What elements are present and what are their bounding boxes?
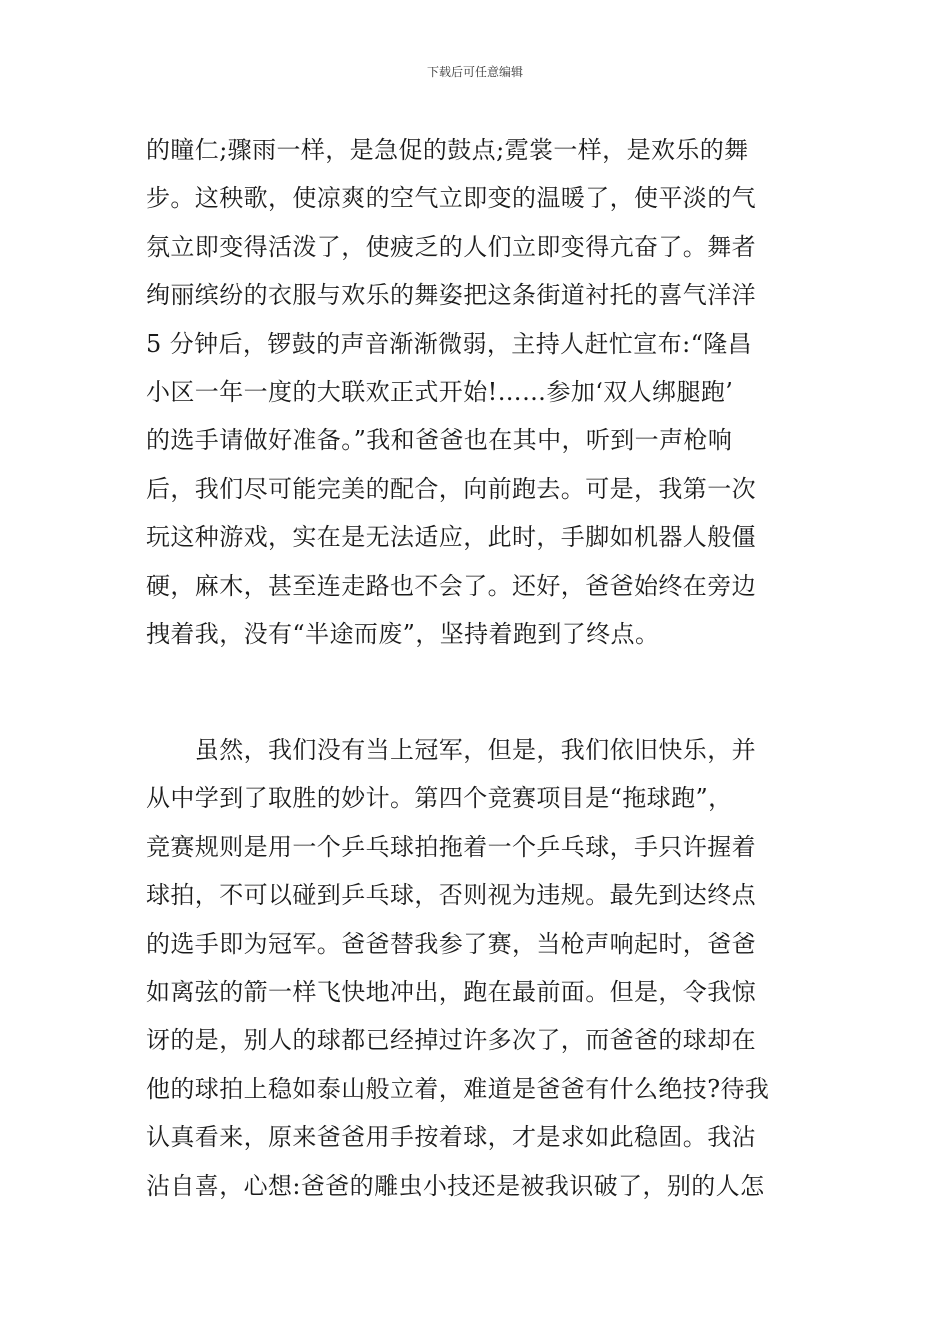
text-line: 5 分钟后，锣鼓的声音渐渐微弱，主持人赶忙宣布:“隆昌 (146, 329, 753, 358)
text-line: 后，我们尽可能完美的配合，向前跑去。可是，我第一次 (146, 474, 756, 503)
page-header: 下载后可任意编辑 (426, 65, 523, 79)
text-line: 讶的是，别人的球都已经掉过许多次了，而爸爸的球却在 (146, 1026, 756, 1055)
text-line: 从中学到了取胜的妙计。第四个竞赛项目是“拖球跑”， (146, 784, 733, 813)
text-line: 虽然，我们没有当上冠军，但是，我们依旧快乐，并 (146, 736, 756, 764)
text-line: 拽着我，没有“半途而废”，坚持着跑到了终点。 (146, 619, 660, 648)
paragraph-2 (146, 726, 806, 1210)
text-line: 他的球拍上稳如泰山般立着，难道是爸爸有什么绝技?待我 (146, 1074, 770, 1103)
text-line: 步。这秧歌，使凉爽的空气立即变的温暖了，使平淡的气 (146, 184, 756, 213)
text-line: 玩这种游戏，实在是无法适应，此时，手脚如机器人般僵 (146, 523, 756, 552)
text-line: 沾自喜，心想:爸爸的雕虫小技还是被我识破了，别的人怎 (146, 1171, 765, 1200)
text-line: 球拍，不可以碰到乒乓球，否则视为违规。最先到达终点 (146, 881, 756, 910)
text-line: 小区一年一度的大联欢正式开始!……参加‘双人绑腿跑’ (146, 377, 734, 406)
text-line: 硬，麻木，甚至连走路也不会了。还好，爸爸始终在旁边 (146, 571, 756, 600)
text-line: 的选手即为冠军。爸爸替我参了赛，当枪声响起时，爸爸 (146, 929, 756, 958)
paragraph-1 (146, 126, 806, 658)
text-line: 氛立即变得活泼了，使疲乏的人们立即变得亢奋了。舞者 (146, 232, 756, 261)
text-line: 的瞳仁;骤雨一样，是急促的鼓点;霓裳一样，是欢乐的舞 (146, 136, 749, 164)
text-line: 认真看来，原来爸爸用手按着球，才是求如此稳固。我沾 (146, 1123, 756, 1152)
text-line: 的选手请做好准备。”我和爸爸也在其中，听到一声枪响 (146, 426, 733, 455)
text-line: 竞赛规则是用一个乒乓球拍拖着一个乒乓球，手只许握着 (146, 832, 756, 861)
text-line: 绚丽缤纷的衣服与欢乐的舞姿把这条街道衬托的喜气洋洋 (146, 281, 756, 310)
text-line: 如离弦的箭一样飞快地冲出，跑在最前面。但是，令我惊 (146, 977, 756, 1006)
